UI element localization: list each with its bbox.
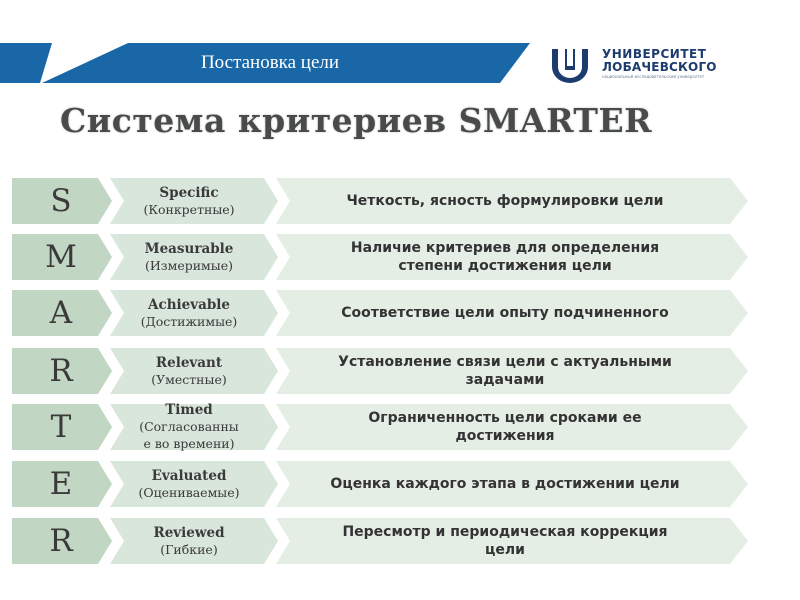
criteria-description: Ограниченность цели сроками ее достижения [368, 410, 642, 444]
criteria-description: Наличие критериев для определения степени достижения цели [350, 240, 660, 274]
criteria-name [114, 461, 264, 507]
criteria-row [12, 234, 752, 280]
criteria-description: Установление связи цели с актуальными задачами [338, 354, 672, 388]
criteria-name-ru: (Измеримые) [145, 257, 233, 273]
criteria-name-en: Relevant [155, 354, 223, 371]
criteria-description: Четкость, ясность формулировки цели [346, 193, 664, 209]
criteria-name-en: Reviewed [153, 524, 225, 541]
criteria-name-en: Specific [159, 184, 219, 201]
smarter-table [12, 178, 752, 568]
criteria-name [114, 518, 264, 564]
logo-line-2: ЛОБАЧЕВСКОГО [602, 60, 717, 74]
criteria-name-en: Achievable [148, 296, 230, 313]
criteria-name-en: Timed [165, 402, 213, 418]
criteria-name-ru: (Достижимые) [140, 313, 238, 329]
criteria-name [114, 234, 264, 280]
criteria-row [12, 178, 752, 224]
criteria-description: Пересмотр и периодическая коррекция цели [342, 524, 668, 558]
criteria-name-ru: (Оцениваемые) [138, 484, 240, 500]
criteria-letter: S [50, 183, 72, 219]
criteria-name [114, 348, 264, 394]
criteria-description: Оценка каждого этапа в достижении цели [330, 476, 680, 492]
university-logo [548, 45, 718, 85]
criteria-name-ru: (Уместные) [151, 371, 227, 387]
criteria-description: Соответствие цели опыту подчиненного [341, 305, 669, 321]
page-title: Постановка цели [200, 52, 340, 73]
criteria-name [114, 404, 264, 450]
criteria-letter: M [45, 239, 77, 275]
criteria-row [12, 404, 752, 450]
criteria-name [114, 178, 264, 224]
criteria-row [12, 461, 752, 507]
criteria-name-ru: (Конкретные) [143, 201, 235, 217]
criteria-row [12, 348, 752, 394]
criteria-name-ru: (Согласованны е во времени) [139, 419, 239, 451]
unn-logo-icon [548, 45, 592, 85]
criteria-letter: R [49, 353, 73, 389]
criteria-name [114, 290, 264, 336]
slide-heading: Система критериев SMARTER [60, 101, 653, 140]
criteria-letter: A [49, 295, 73, 331]
logo-line-3: национальный исследовательский университет [602, 74, 705, 79]
criteria-name-ru: (Гибкие) [160, 541, 218, 557]
criteria-letter: R [49, 523, 73, 559]
criteria-row [12, 518, 752, 564]
criteria-letter: E [49, 466, 73, 502]
criteria-name-en: Evaluated [151, 467, 227, 484]
criteria-name-en: Measurable [144, 240, 234, 257]
criteria-letter: T [50, 409, 72, 445]
criteria-row [12, 290, 752, 336]
logo-line-1: УНИВЕРСИТЕТ [602, 47, 707, 61]
